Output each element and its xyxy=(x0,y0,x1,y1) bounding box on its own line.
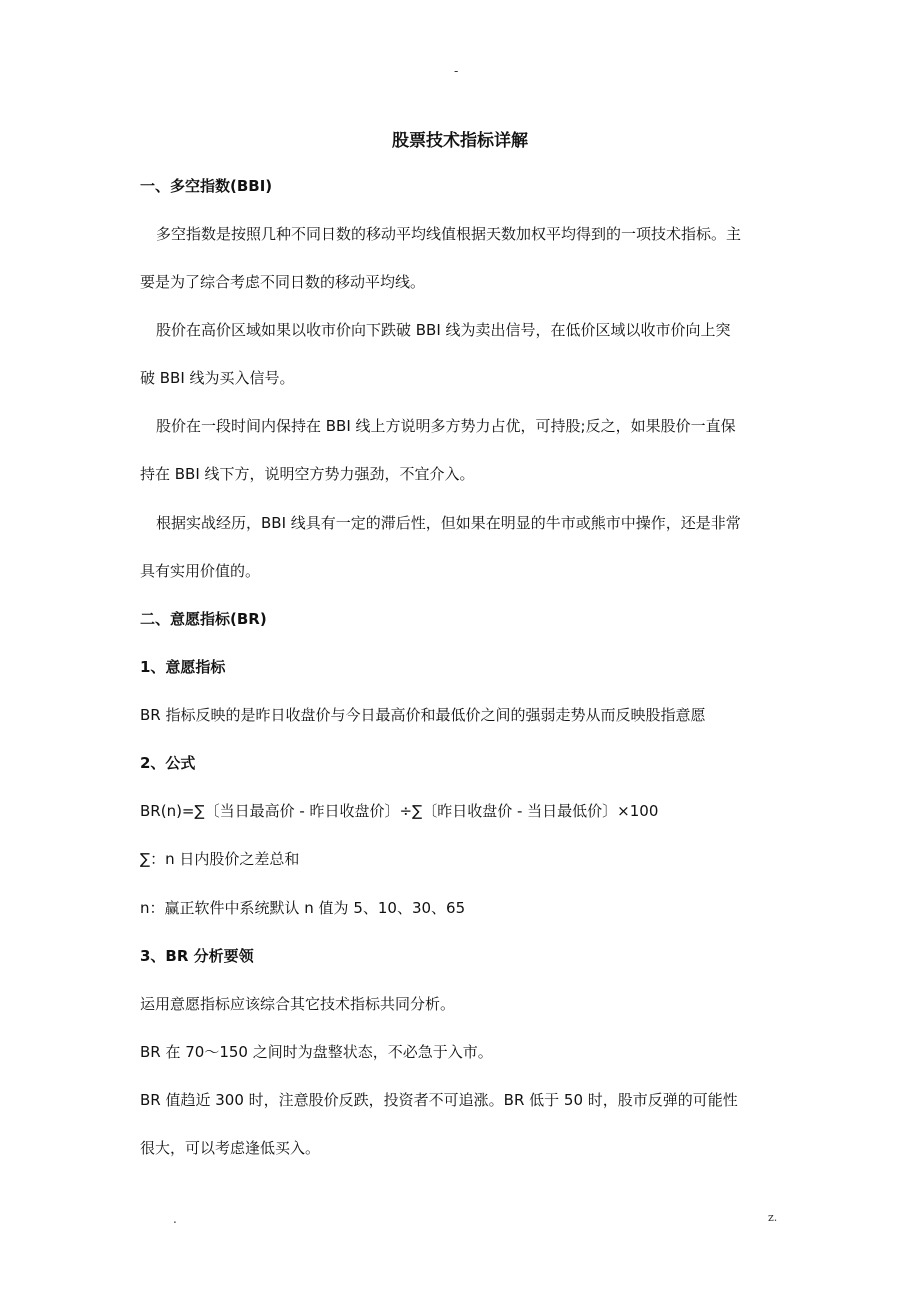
footer-right-mark: z. xyxy=(768,1211,778,1224)
paragraph-line: 很大，可以考虑逢低买入。 xyxy=(140,1139,321,1157)
paragraph-line: BR 在 70～150 之间时为盘整状态，不必急于入市。 xyxy=(140,1043,493,1061)
paragraph-line: 运用意愿指标应该综合其它技术指标共同分析。 xyxy=(140,995,456,1013)
sigma-definition: ∑：n 日内股价之差总和 xyxy=(140,850,300,868)
header-mark: - xyxy=(454,64,459,78)
paragraph-line: 持在 BBI 线下方，说明空方势力强劲，不宜介入。 xyxy=(140,465,475,483)
paragraph-line: 具有实用价值的。 xyxy=(140,562,261,580)
paragraph-line: 多空指数是按照几种不同日数的移动平均线值根据天数加权平均得到的一项技术指标。主 xyxy=(156,225,742,243)
paragraph-line: 股价在一段时间内保持在 BBI 线上方说明多方势力占优，可持股;反之，如果股价一直保 xyxy=(156,417,736,435)
formula-line: BR(n)=∑〔当日最高价 - 昨日收盘价〕÷∑〔昨日收盘价 - 当日最低价〕×100 xyxy=(140,802,659,820)
n-definition: n：赢正软件中系统默认 n 值为 5、10、30、65 xyxy=(140,899,466,917)
paragraph-line: 要是为了综合考虑不同日数的移动平均线。 xyxy=(140,273,426,291)
paragraph-line: 根据实战经历，BBI 线具有一定的滞后性，但如果在明显的牛市或熊市中操作，还是非常 xyxy=(156,514,741,532)
section-heading-bbi: 一、多空指数(BBI) xyxy=(140,177,273,195)
subheading-br-indicator: 1、意愿指标 xyxy=(140,658,226,676)
paragraph-line: BR 指标反映的是昨日收盘价与今日最高价和最低价之间的强弱走势从而反映股指意愿 xyxy=(140,706,706,724)
section-heading-br: 二、意愿指标(BR) xyxy=(140,610,267,628)
paragraph-line: BR 值趋近 300 时，注意股价反跌，投资者不可追涨。BR 低于 50 时，股市反弹的可能性 xyxy=(140,1091,738,1109)
subheading-analysis: 3、BR 分析要领 xyxy=(140,947,254,965)
paragraph-line: 股价在高价区域如果以收市价向下跌破 BBI 线为卖出信号，在低价区域以收市价向上突 xyxy=(156,321,731,339)
paragraph-line: 破 BBI 线为买入信号。 xyxy=(140,369,295,387)
subheading-formula: 2、公式 xyxy=(140,754,196,772)
footer-left-mark: . xyxy=(173,1212,177,1226)
document-title: 股票技术指标详解 xyxy=(392,131,528,151)
